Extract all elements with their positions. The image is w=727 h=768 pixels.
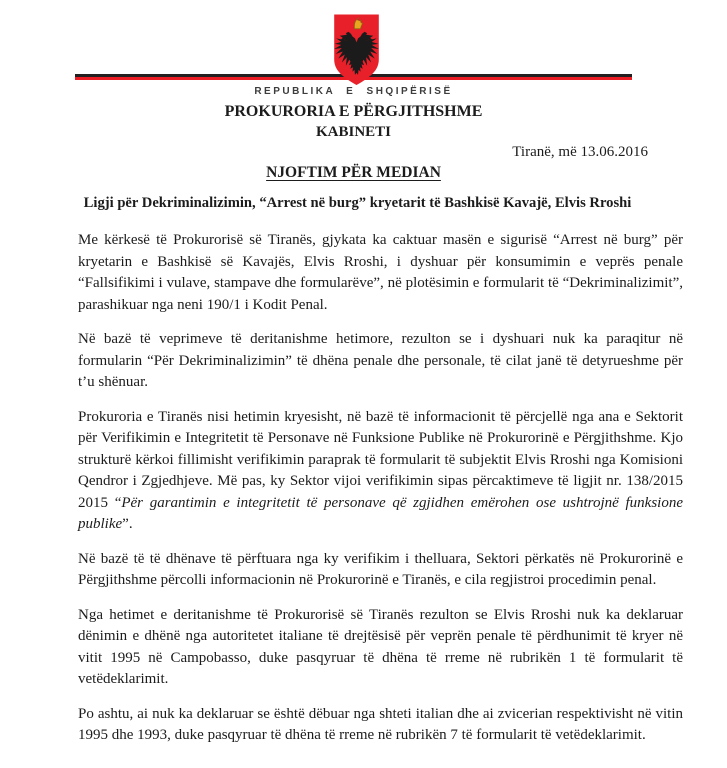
body-paragraph xyxy=(78,407,683,536)
institution-title: PROKURORIA E PËRGJITHSHME xyxy=(224,103,483,120)
paragraph-segment: Prokuroria e Tiranës nisi hetimin kryesisht, në bazë të informacionit të përcjellë nga ana e Sektorit për Verifikimin e Integritetit të Personave në Funksione Publike në Prokurorinë e Përgjithshme. Kjo strukturë kërkoi fillimisht verifikimin paraprak të formularit të subjektit Elvis Rroshi nga Komisioni Qendror i Zgjedhjeve. Më pas, ky Sektor vijoi verifikimin sipas përcaktimeve të ligjit nr. 138/2015 2015 “ xyxy=(78,408,683,511)
paragraph-segment-italic: Për garantimin e integritetit të personave që zgjidhen emërohen ose ushtrojnë funksione publike xyxy=(78,494,683,532)
paragraph-segment: Me kërkesë të Prokurorisë së Tiranës, gjykata ka caktuar masën e sigurisë “Arrest në burg” për kryetarin e Bashkisë së Kavajës, Elvis Rroshi, i dyshuar për konsumimin e veprës penale “Fallsifikimi i vulave, stampave dhe formularëve”, në plotësimin e formularit të “Dekriminalizimit”, parashikuar nga neni 190/1 i Kodit Penal. xyxy=(78,232,683,313)
body-paragraph xyxy=(78,329,683,394)
body-paragraph xyxy=(78,704,683,747)
subject-title: Ligji për Dekriminalizimin, “Arrest në burg” kryetarit të Bashkisë Kavajë, Elvis Rroshi xyxy=(83,195,632,211)
notice-heading: NJOFTIM PËR MEDIAN xyxy=(266,164,441,181)
emblem-helmet-accent xyxy=(357,19,359,21)
albania-coat-of-arms-icon xyxy=(332,13,381,87)
paragraph-segment: ”. xyxy=(122,516,133,532)
republic-title: REPUBLIKA E SHQIPËRISË xyxy=(254,86,453,97)
body-paragraph xyxy=(78,605,683,691)
paragraph-segment: Nga hetimet e deritanishme të Prokurorisë së Tiranës rezulton se Elvis Rroshi nuk ka deklaruar dënimin e dhënë nga autoritetet italiane të drejtësisë për veprën penale të përdhunimit të kryer në vitit 1995 në Campobasso, duke pasqyruar të dhëna të rreme në rubrikën 1 të formularit të vetëdeklarimit. xyxy=(78,606,683,687)
press-release-body xyxy=(78,230,683,760)
paragraph-segment: Në bazë të të dhënave të përftuara nga ky verifikim i thelluara, Sektori përkatës në Prokurorinë e Përgjithshme përcolli informacionin në Prokurorinë e Tiranës, e cila regjistroi procedimin penal. xyxy=(78,550,683,588)
paragraph-segment: Po ashtu, ai nuk ka deklaruar se është dëbuar nga shteti italian dhe ai zvicerian respektivisht në vitin 1995 dhe 1993, duke pasqyruar të dhëna të rreme në rubrikën 7 të formularit të vetëdeklarimit. xyxy=(78,705,683,743)
body-paragraph xyxy=(78,549,683,592)
department-title: KABINETI xyxy=(315,124,392,140)
body-paragraph xyxy=(78,230,683,316)
paragraph-segment: Në bazë të veprimeve të deritanishme hetimore, rezulton se i dyshuari nuk ka paraqitur në formularin “Për Dekriminalizimin” të dhëna penale dhe personale, të cilat janë të detyrueshme për t’u shënuar. xyxy=(78,331,683,390)
dateline: Tiranë, më 13.06.2016 xyxy=(512,144,648,160)
